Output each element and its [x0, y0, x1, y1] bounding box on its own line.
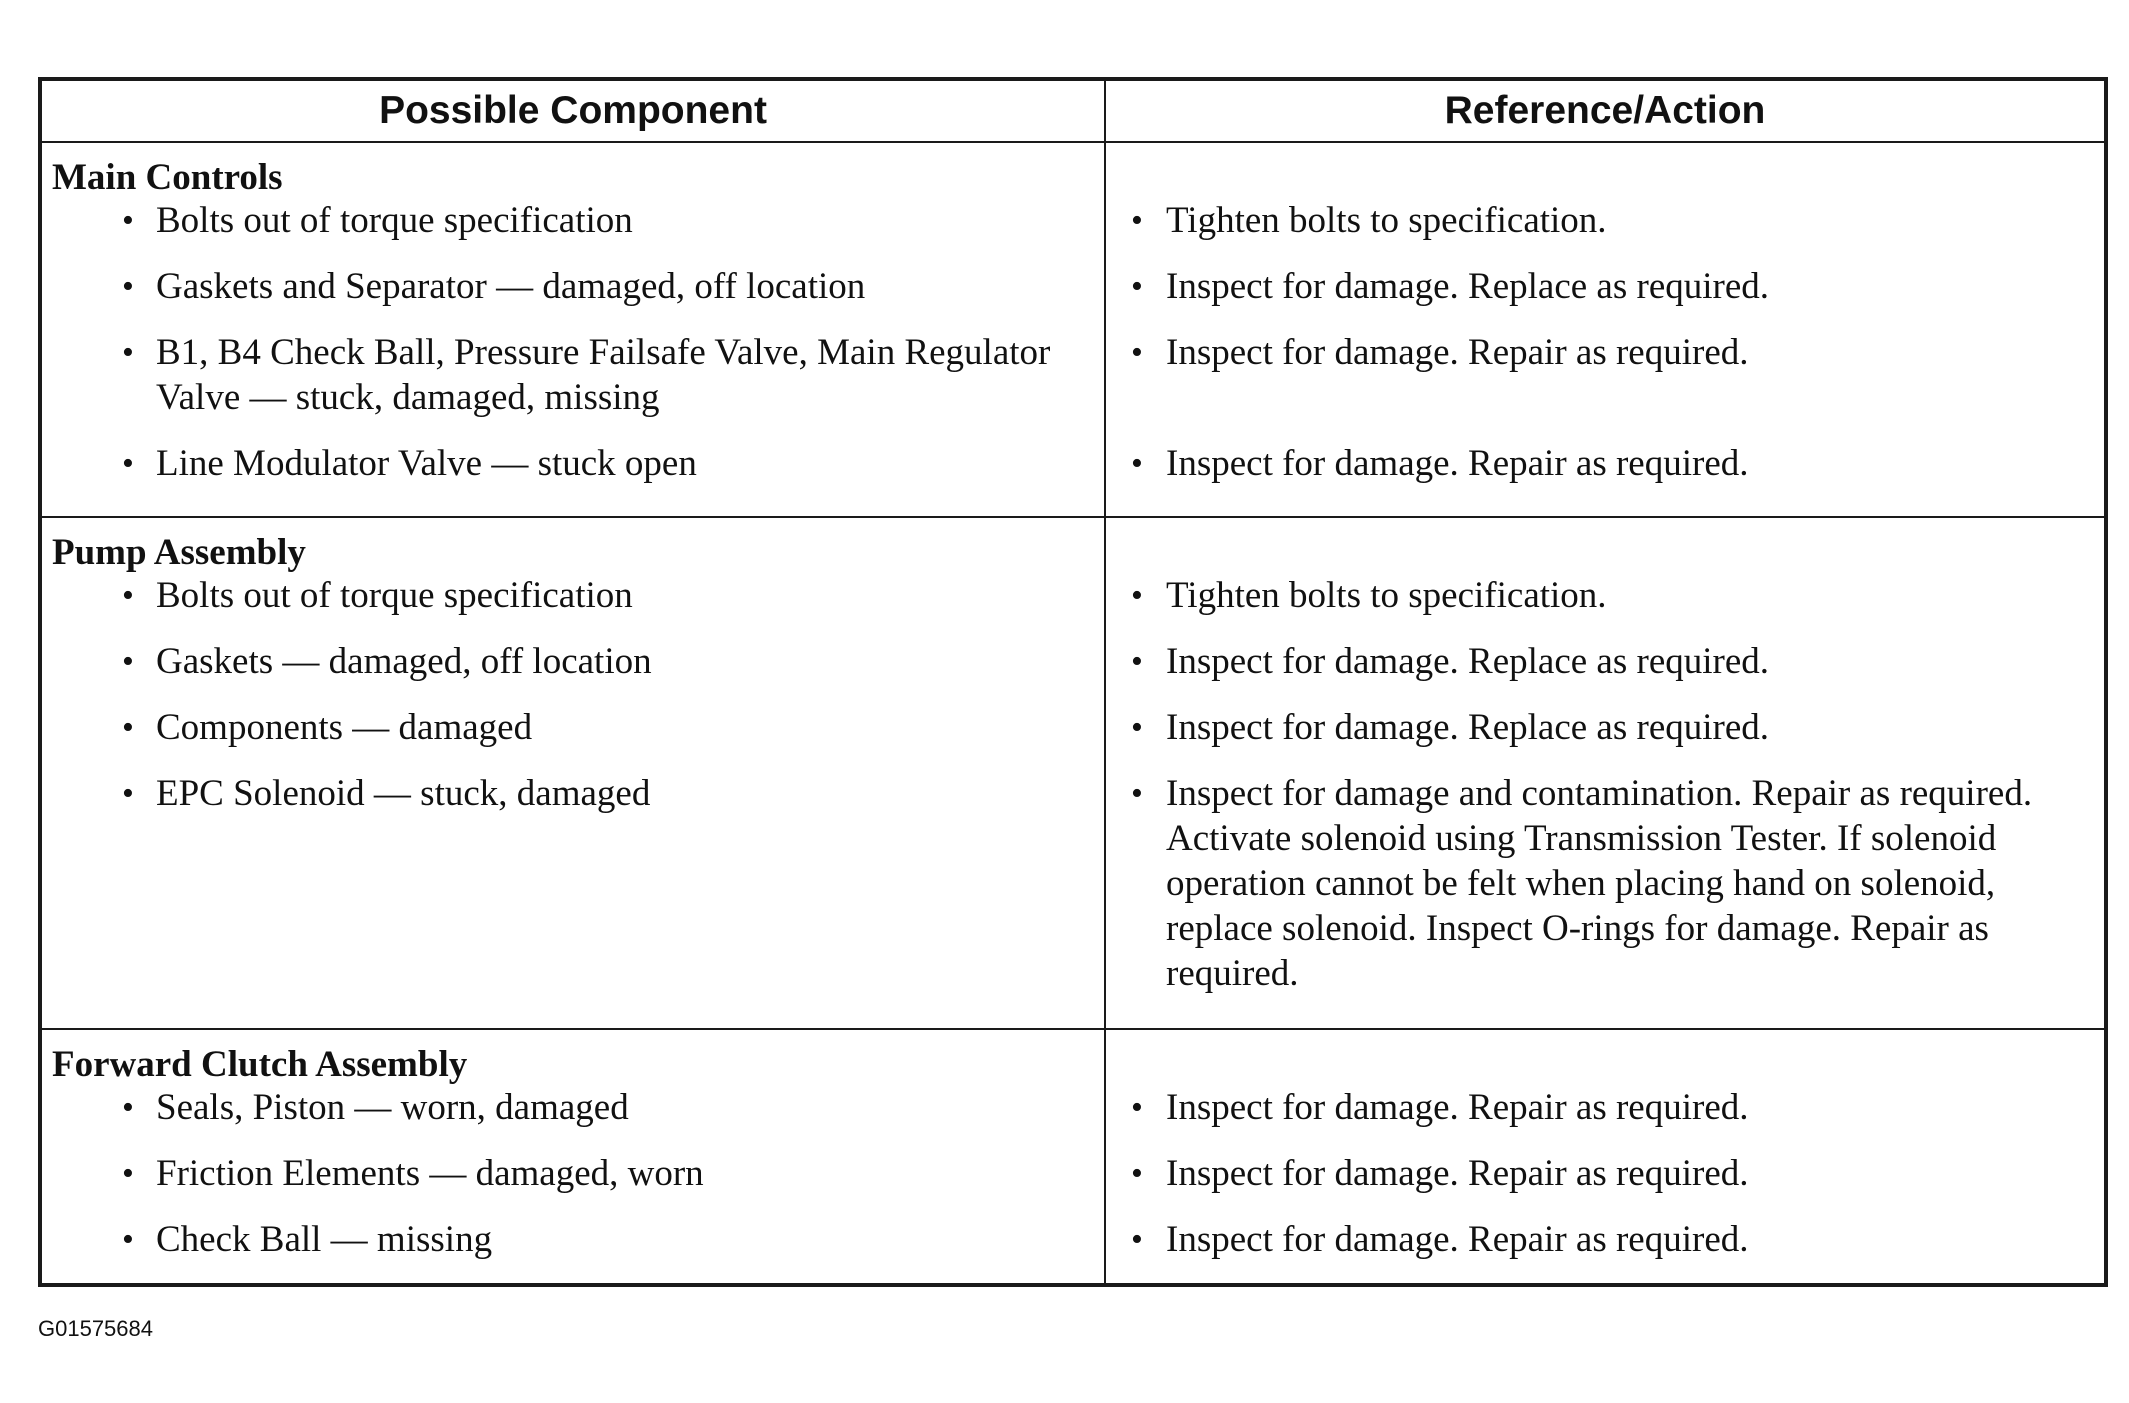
action-item: • Inspect for damage. Replace as required. — [1131, 707, 1770, 748]
bullet-icon: • — [122, 268, 134, 305]
action-item: • Inspect for damage. Replace as required. — [1131, 266, 1770, 307]
component-cell — [40, 142, 1105, 517]
component-item: • Check Ball — missing — [122, 1219, 493, 1260]
section-title: Pump Assembly — [52, 532, 306, 573]
header-row — [40, 79, 2106, 142]
bullet-icon: • — [1131, 268, 1143, 305]
bullet-icon: • — [1131, 577, 1143, 614]
component-item: • Seals, Piston — worn, damaged — [122, 1087, 629, 1128]
bullet-icon: • — [1131, 202, 1143, 239]
component-item: • Friction Elements — damaged, worn — [122, 1153, 704, 1194]
bullet-icon: • — [1131, 1221, 1143, 1258]
bullet-icon: • — [1131, 775, 1143, 812]
section-main-controls — [40, 142, 2106, 517]
component-cell — [40, 1029, 1105, 1285]
bullet-icon: • — [1131, 643, 1143, 680]
bullet-icon: • — [122, 1089, 134, 1126]
action-cell — [1105, 142, 2106, 517]
action-cell — [1105, 517, 2106, 1029]
action-item: • Inspect for damage. Repair as required. — [1131, 1219, 1749, 1260]
column-header-action: Reference/Action — [1105, 79, 2106, 142]
column-header-component: Possible Component — [40, 79, 1105, 142]
component-cell — [40, 517, 1105, 1029]
component-item: • EPC Solenoid — stuck, damaged — [122, 773, 651, 814]
bullet-icon: • — [1131, 445, 1143, 482]
component-item: • Gaskets and Separator — damaged, off location — [122, 266, 866, 307]
action-item: • Tighten bolts to specification. — [1131, 200, 1607, 241]
bullet-icon: • — [122, 577, 134, 614]
bullet-icon: • — [122, 202, 134, 239]
section-pump-assembly — [40, 517, 2106, 1029]
figure-id: G01575684 — [38, 1316, 153, 1341]
component-item: • Bolts out of torque specification — [122, 575, 633, 616]
component-item: • Components — damaged — [122, 707, 533, 748]
action-item: • Inspect for damage. Repair as required. — [1131, 1087, 1749, 1128]
section-title: Main Controls — [52, 157, 283, 198]
action-item: • Inspect for damage. Repair as required. — [1131, 332, 1749, 373]
component-item: • Line Modulator Valve — stuck open — [122, 443, 697, 484]
bullet-icon: • — [1131, 1155, 1143, 1192]
bullet-icon: • — [1131, 1089, 1143, 1126]
action-item: • Inspect for damage. Repair as required. — [1131, 1153, 1749, 1194]
action-item: • Inspect for damage. Repair as required. — [1131, 443, 1749, 484]
bullet-icon: • — [122, 775, 134, 812]
section-title: Forward Clutch Assembly — [52, 1044, 468, 1085]
diagnosis-table — [38, 77, 2108, 1287]
bullet-icon: • — [1131, 709, 1143, 746]
component-item: • Bolts out of torque specification — [122, 200, 633, 241]
action-item: • Inspect for damage. Replace as required. — [1131, 641, 1770, 682]
component-item: • Gaskets — damaged, off location — [122, 641, 652, 682]
action-item: • Inspect for damage and contamination. Repair as required. Activate solenoid using Transmission Tester. If solenoid operation cannot be felt when placing hand on solenoid, replace solenoid. Inspect O-rings for damage. Repair as required. — [1131, 773, 2033, 994]
bullet-icon: • — [122, 709, 134, 746]
bullet-icon: • — [1131, 334, 1143, 371]
section-forward-clutch-assembly — [40, 1029, 2106, 1285]
component-item: • B1, B4 Check Ball, Pressure Failsafe Valve, Main Regulator Valve — stuck, damaged, missing — [122, 332, 1051, 418]
bullet-icon: • — [122, 1155, 134, 1192]
bullet-icon: • — [122, 445, 134, 482]
bullet-icon: • — [122, 334, 134, 371]
action-item: • Tighten bolts to specification. — [1131, 575, 1607, 616]
action-cell — [1105, 1029, 2106, 1285]
bullet-icon: • — [122, 1221, 134, 1258]
bullet-icon: • — [122, 643, 134, 680]
